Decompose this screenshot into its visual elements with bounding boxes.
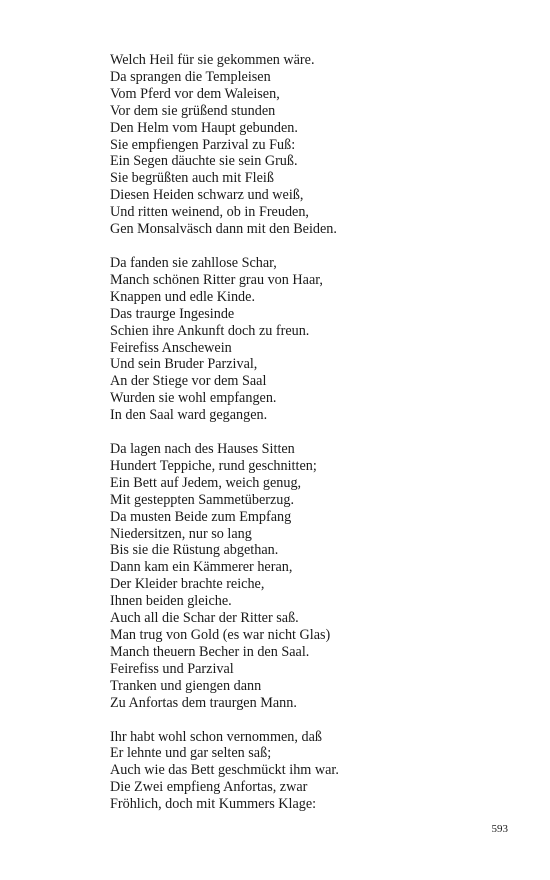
verse-line: Er lehnte und gar selten saß; xyxy=(110,745,272,762)
verse-line: Niedersitzen, nur so lang xyxy=(110,525,252,542)
verse-line: Vom Pferd vor dem Waleisen, xyxy=(110,85,280,102)
verse-line: Bis sie die Rüstung abgethan. xyxy=(110,542,279,559)
verse-line: Ein Bett auf Jedem, weich genug, xyxy=(110,474,302,491)
verse-line: Sie begrüßten auch mit Fleiß xyxy=(110,170,274,187)
verse-line: Wurden sie wohl empfangen. xyxy=(110,390,277,407)
page-number: 593 xyxy=(491,823,508,835)
poem-text xyxy=(110,52,510,830)
verse-line: Feirefiss Anschewein xyxy=(110,339,232,356)
verse-line: Auch wie das Bett geschmückt ihm war. xyxy=(110,762,339,779)
verse-line: Da fanden sie zahllose Schar, xyxy=(110,254,277,271)
verse-line: Feirefiss und Parzival xyxy=(110,660,234,677)
verse-line: Gen Monsalväsch dann mit den Beiden. xyxy=(110,221,337,238)
stanza-4 xyxy=(110,729,510,814)
verse-line: Da musten Beide zum Empfang xyxy=(110,508,292,525)
verse-line: Fröhlich, doch mit Kummers Klage: xyxy=(110,796,317,813)
verse-line: Diesen Heiden schwarz und weiß, xyxy=(110,187,304,204)
verse-line: Manch schönen Ritter grau von Haar, xyxy=(110,271,323,288)
verse-line: Tranken und giengen dann xyxy=(110,677,262,694)
verse-line: Knappen und edle Kinde. xyxy=(110,288,255,305)
verse-line: Das traurge Ingesinde xyxy=(110,305,235,322)
verse-line: Und ritten weinend, ob in Freuden, xyxy=(110,204,309,221)
verse-line: Welch Heil für sie gekommen wäre. xyxy=(110,52,315,68)
verse-line: In den Saal ward gegangen. xyxy=(110,407,268,424)
verse-line: Mit gesteppten Sammetüberzug. xyxy=(110,491,295,508)
verse-line: Den Helm vom Haupt gebunden. xyxy=(110,119,298,136)
verse-line: Da sprangen die Templeisen xyxy=(110,68,271,85)
verse-line: Dann kam ein Kämmerer heran, xyxy=(110,559,293,576)
verse-line: Man trug von Gold (es war nicht Glas) xyxy=(110,627,331,643)
stanza-3 xyxy=(110,441,510,712)
verse-line: Zu Anfortas dem traurgen Mann. xyxy=(110,694,297,711)
verse-line: Ein Segen däuchte sie sein Gruß. xyxy=(110,153,298,170)
verse-line: Schien ihre Ankunft doch zu freun. xyxy=(110,322,310,339)
verse-line: Sie empfiengen Parzival zu Fuß: xyxy=(110,136,296,153)
verse-line: Und sein Bruder Parzival, xyxy=(110,356,258,373)
verse-line: Hundert Teppiche, rund geschnitten; xyxy=(110,457,317,474)
verse-line: Die Zwei empfieng Anfortas, zwar xyxy=(110,779,308,796)
stanza-1 xyxy=(110,52,510,238)
verse-line: Auch all die Schar der Ritter saß. xyxy=(110,610,299,627)
verse-line: Vor dem sie grüßend stunden xyxy=(110,102,276,119)
stanza-2 xyxy=(110,255,510,424)
verse-line: Ihnen beiden gleiche. xyxy=(110,593,232,610)
verse-line: Manch theuern Becher in den Saal. xyxy=(110,643,310,660)
verse-line: An der Stiege vor dem Saal xyxy=(110,373,267,390)
verse-line: Ihr habt wohl schon vernommen, daß xyxy=(110,728,322,745)
verse-line: Der Kleider brachte reiche, xyxy=(110,576,265,593)
verse-line: Da lagen nach des Hauses Sitten xyxy=(110,441,295,458)
